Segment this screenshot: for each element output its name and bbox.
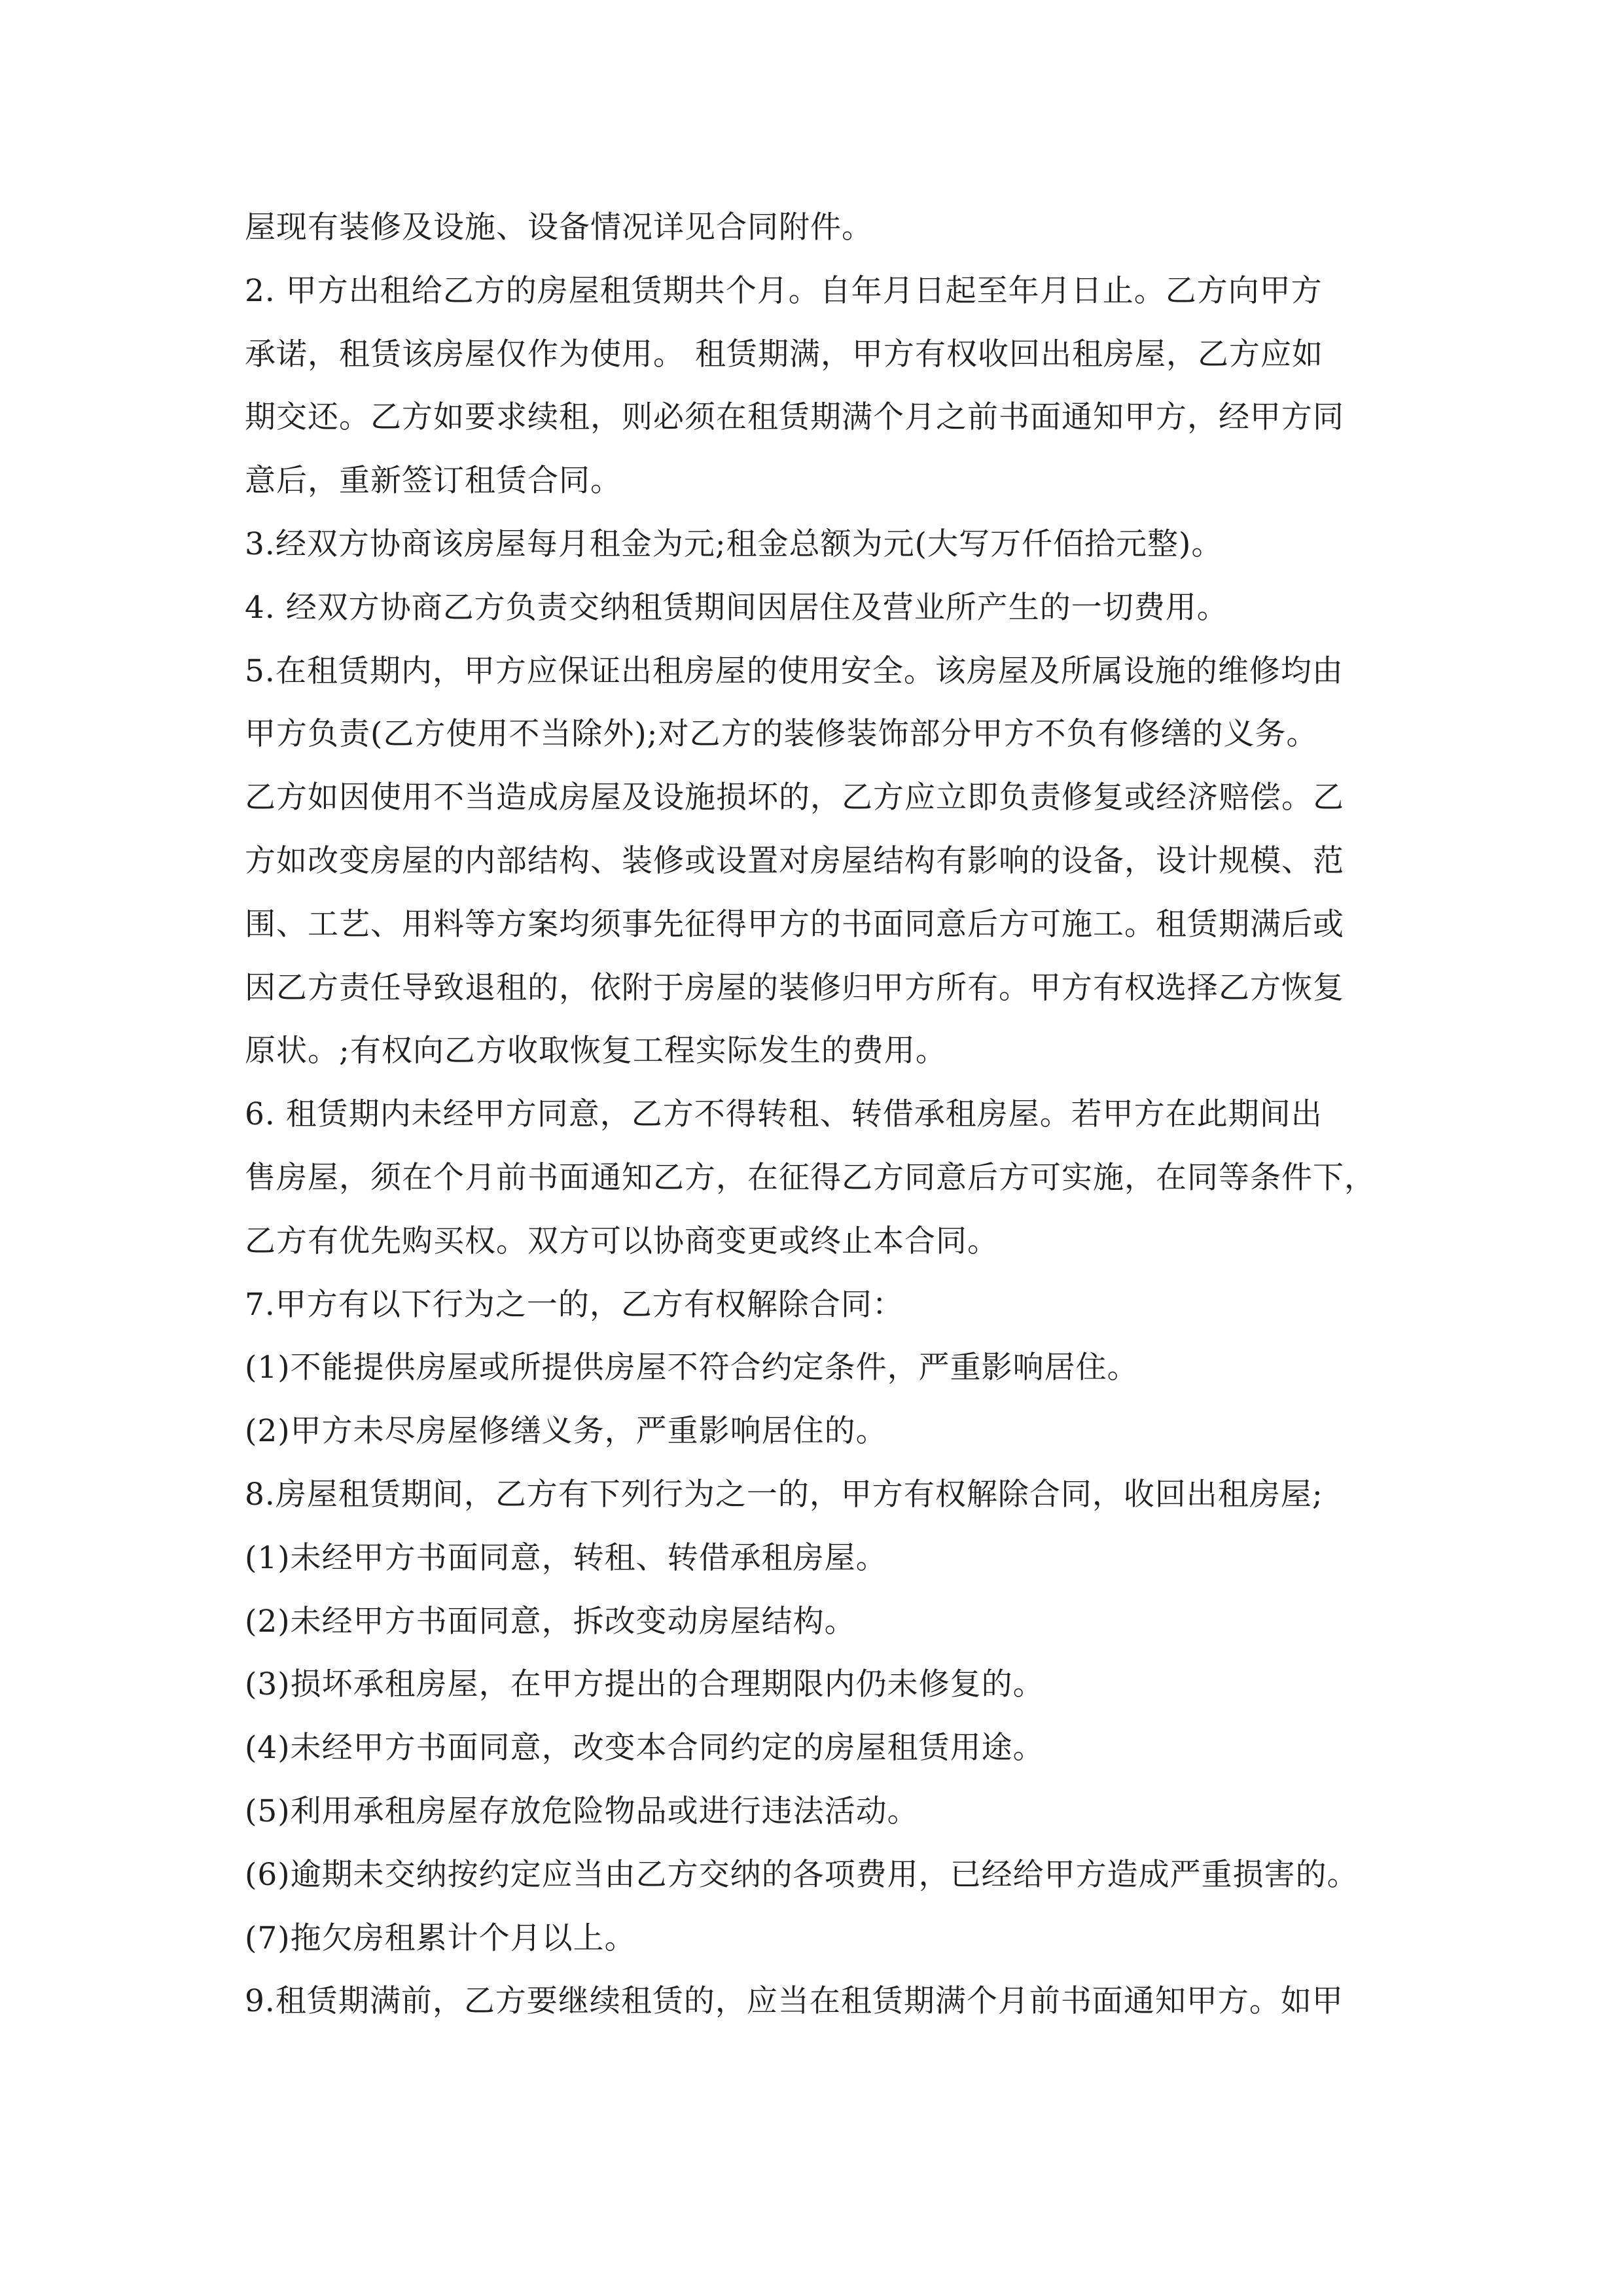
text-line: 乙方有优先购买权。双方可以协商变更或终止本合同。 <box>245 1223 999 1259</box>
text-line: (1)未经甲方书面同意，转租、转借承租房屋。 <box>245 1539 887 1576</box>
text-line: (2)甲方未尽房屋修缮义务，严重影响居住的。 <box>245 1413 887 1450</box>
text-line: 围、工艺、用料等方案均须事先征得甲方的书面同意后方可施工。租赁期满后或 <box>245 906 1344 942</box>
text-line: (6)逾期未交纳按约定应当由乙方交纳的各项费用，已经给甲方造成严重损害的。 <box>245 1856 1359 1893</box>
contract-text-body <box>245 196 1410 2034</box>
text-line: 3.经双方协商该房屋每月租金为元;租金总额为元(大写万仟佰拾元整)。 <box>245 526 1223 562</box>
text-line: 5.在租赁期内，甲方应保证出租房屋的使用安全。该房屋及所属设施的维修均由 <box>245 653 1344 689</box>
text-line: (1)不能提供房屋或所提供房屋不符合约定条件，严重影响居住。 <box>245 1350 1139 1386</box>
text-line: 6. 租赁期内未经甲方同意，乙方不得转租、转借承租房屋。若甲方在此期间出 <box>245 1096 1323 1133</box>
text-line: (2)未经甲方书面同意，拆改变动房屋结构。 <box>245 1603 856 1640</box>
text-line: (5)利用承租房屋存放危险物品或进行违法活动。 <box>245 1793 919 1829</box>
text-line: 因乙方责任导致退租的，依附于房屋的装修归甲方所有。甲方有权选择乙方恢复 <box>245 969 1344 1006</box>
text-line: 屋现有装修及设施、设备情况详见合同附件。 <box>245 209 873 245</box>
text-line: 甲方负责(乙方使用不当除外);对乙方的装修装饰部分甲方不负有修缮的义务。 <box>245 716 1318 753</box>
text-line: 售房屋，须在个月前书面通知乙方，在征得乙方同意后方可实施，在同等条件下， <box>245 1159 1376 1196</box>
text-line: (7)拖欠房租累计个月以上。 <box>245 1920 636 1956</box>
text-line: 7.甲方有以下行为之一的，乙方有权解除合同： <box>245 1286 904 1323</box>
text-line: (3)损坏承租房屋，在甲方提出的合理期限内仍未修复的。 <box>245 1666 1044 1703</box>
text-line: 方如改变房屋的内部结构、装修或设置对房屋结构有影响的设备，设计规模、范 <box>245 842 1344 879</box>
text-line: 2. 甲方出租给乙方的房屋租赁期共个月。自年月日起至年月日止。乙方向甲方 <box>245 272 1323 309</box>
text-line: 8.房屋租赁期间，乙方有下列行为之一的，甲方有权解除合同，收回出租房屋; <box>245 1476 1323 1513</box>
text-line: (4)未经甲方书面同意，改变本合同约定的房屋租赁用途。 <box>245 1730 1044 1767</box>
text-line: 承诺，租赁该房屋仅作为使用。 租赁期满，甲方有权收回出租房屋，乙方应如 <box>245 336 1323 372</box>
text-line: 原状。;有权向乙方收取恢复工程实际发生的费用。 <box>245 1033 947 1069</box>
text-line: 4. 经双方协商乙方负责交纳租赁期间因居住及营业所产生的一切费用。 <box>245 589 1228 626</box>
text-line: 9.租赁期满前，乙方要继续租赁的，应当在租赁期满个月前书面通知甲方。如甲 <box>245 1983 1344 2020</box>
text-line: 乙方如因使用不当造成房屋及设施损坏的，乙方应立即负责修复或经济赔偿。乙 <box>245 780 1344 816</box>
text-line: 期交还。乙方如要求续租，则必须在租赁期满个月之前书面通知甲方，经甲方同 <box>245 399 1344 436</box>
text-line: 意后，重新签订租赁合同。 <box>245 463 622 499</box>
